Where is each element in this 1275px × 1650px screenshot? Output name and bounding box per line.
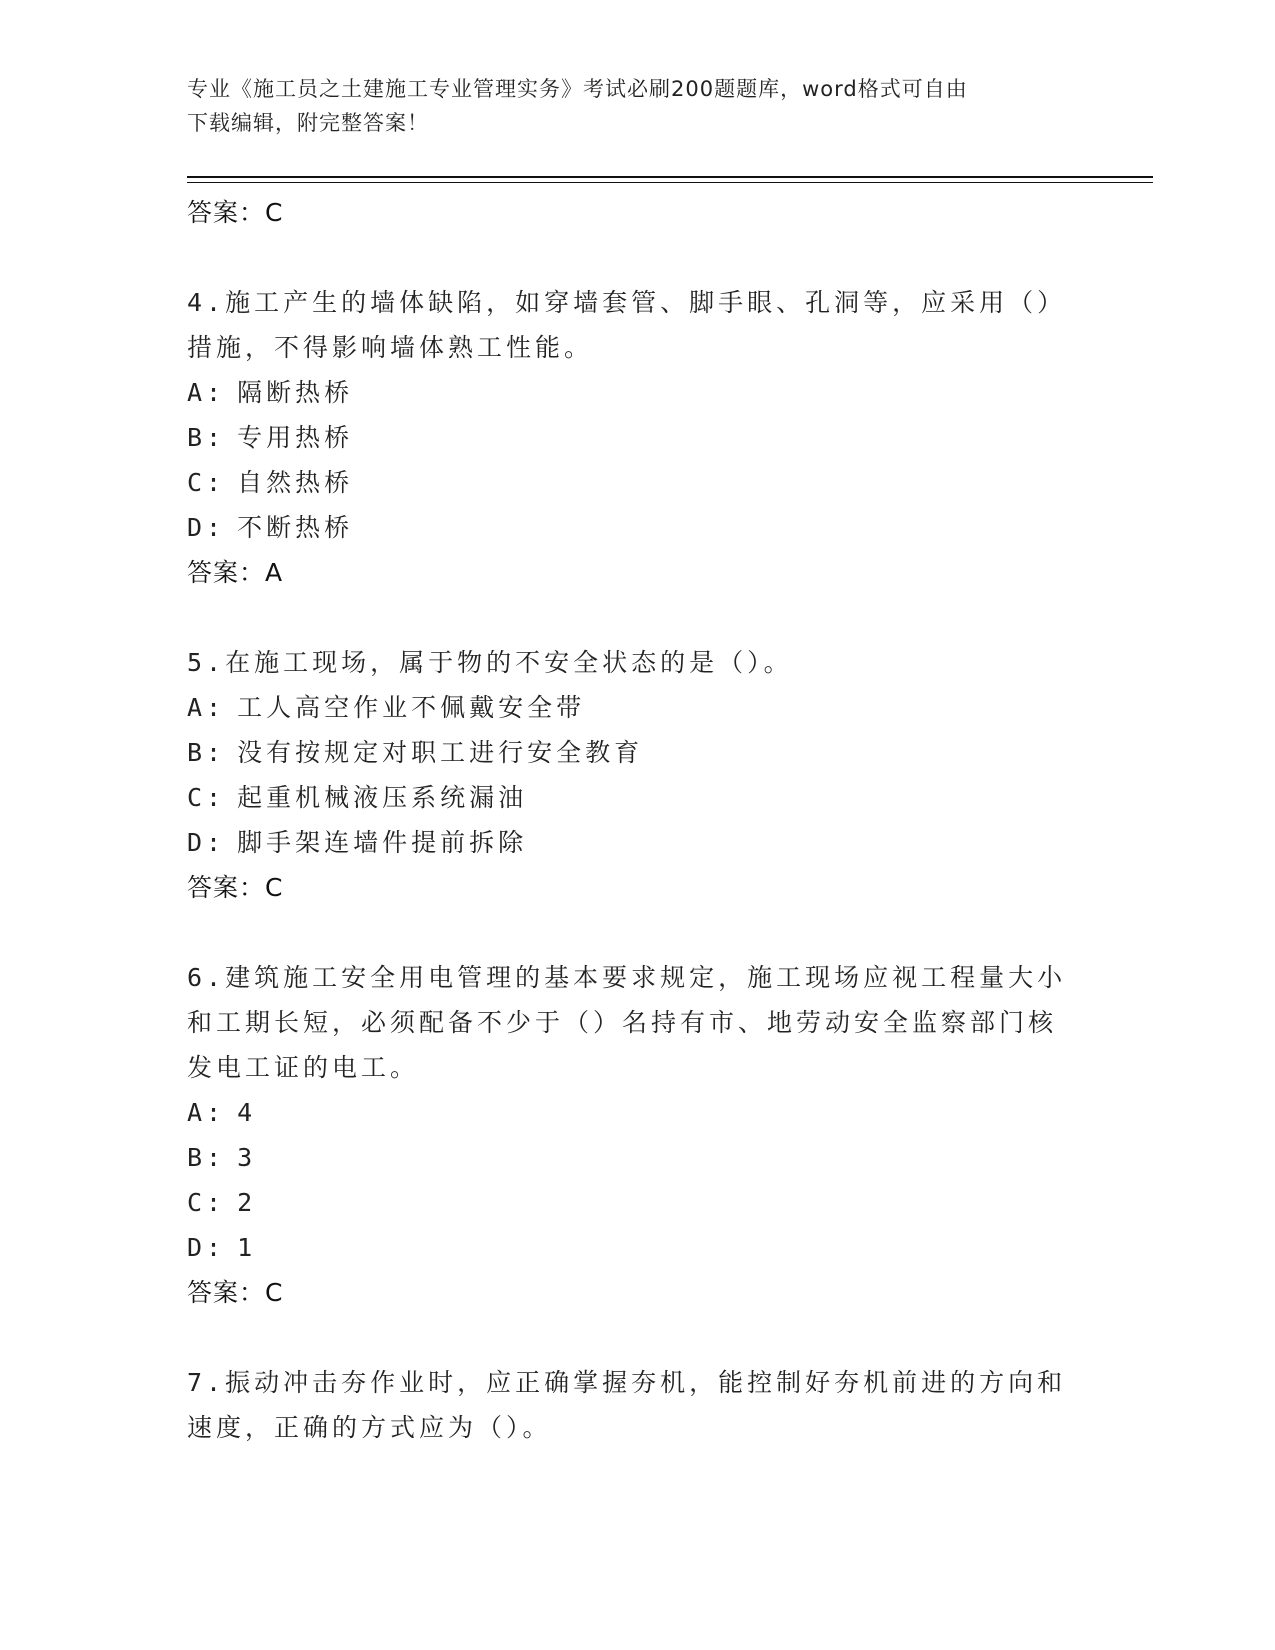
header-line-2: 下载编辑，附完整答案！	[187, 111, 429, 135]
option-key: C:	[187, 468, 226, 497]
option-key: A:	[187, 693, 226, 722]
option-key: D:	[187, 828, 226, 857]
header-rule-thick	[187, 176, 1153, 178]
option-text: 1	[237, 1233, 257, 1262]
spacer	[187, 1315, 1067, 1360]
option-b	[187, 730, 1067, 775]
option-a	[187, 1090, 1067, 1135]
question-text-line: 发电工证的电工。	[187, 1053, 420, 1082]
question-text-line: 4.施工产生的墙体缺陷，如穿墙套管、脚手眼、孔洞等，应采用（）	[187, 288, 1067, 317]
question-text-line: 6.建筑施工安全用电管理的基本要求规定，施工现场应视工程量大小	[187, 963, 1067, 992]
option-a	[187, 370, 1067, 415]
question-6	[187, 955, 1067, 1315]
page-header	[187, 72, 1067, 140]
question-text-line: 7.振动冲击夯作业时，应正确掌握夯机，能控制好夯机前进的方向和	[187, 1368, 1067, 1397]
answer-line: 答案：A	[187, 558, 284, 587]
question-5	[187, 640, 1067, 910]
option-b	[187, 415, 1067, 460]
option-text: 专用热桥	[237, 423, 354, 452]
option-text: 起重机械液压系统漏油	[237, 783, 528, 812]
option-c	[187, 775, 1067, 820]
option-text: 2	[237, 1188, 257, 1217]
option-a	[187, 685, 1067, 730]
option-key: C:	[187, 1188, 226, 1217]
option-text: 3	[237, 1143, 257, 1172]
header-line-1: 专业《施工员之土建施工专业管理实务》考试必刷200题题库，word格式可自由	[187, 77, 968, 101]
option-key: B:	[187, 738, 226, 767]
option-d	[187, 1225, 1067, 1270]
option-b	[187, 1135, 1067, 1180]
spacer	[187, 595, 1067, 640]
option-key: B:	[187, 1143, 226, 1172]
option-c	[187, 1180, 1067, 1225]
question-7	[187, 1360, 1067, 1450]
previous-answer: 答案：C	[187, 198, 284, 227]
option-key: D:	[187, 1233, 226, 1262]
header-rule-thin	[187, 182, 1153, 183]
option-key: A:	[187, 378, 226, 407]
question-text-line: 和工期长短，必须配备不少于（）名持有市、地劳动安全监察部门核	[187, 1008, 1058, 1037]
option-text: 没有按规定对职工进行安全教育	[237, 738, 644, 767]
answer-line: 答案：C	[187, 873, 284, 902]
option-key: C:	[187, 783, 226, 812]
option-c	[187, 460, 1067, 505]
answer-line: 答案：C	[187, 1278, 284, 1307]
option-text: 工人高空作业不佩戴安全带	[237, 693, 586, 722]
option-text: 脚手架连墙件提前拆除	[237, 828, 528, 857]
option-key: A:	[187, 1098, 226, 1127]
question-text-line: 措施，不得影响墙体熟工性能。	[187, 333, 594, 362]
question-text-line: 速度，正确的方式应为（）。	[187, 1413, 552, 1442]
option-d	[187, 820, 1067, 865]
option-text: 自然热桥	[237, 468, 354, 497]
question-text-line: 5.在施工现场，属于物的不安全状态的是（）。	[187, 648, 793, 677]
question-4	[187, 280, 1067, 595]
question-list	[187, 190, 1067, 1450]
spacer	[187, 235, 1067, 280]
spacer	[187, 910, 1067, 955]
option-key: B:	[187, 423, 226, 452]
option-text: 4	[237, 1098, 257, 1127]
option-key: D:	[187, 513, 226, 542]
option-text: 隔断热桥	[237, 378, 354, 407]
option-text: 不断热桥	[237, 513, 354, 542]
option-d	[187, 505, 1067, 550]
